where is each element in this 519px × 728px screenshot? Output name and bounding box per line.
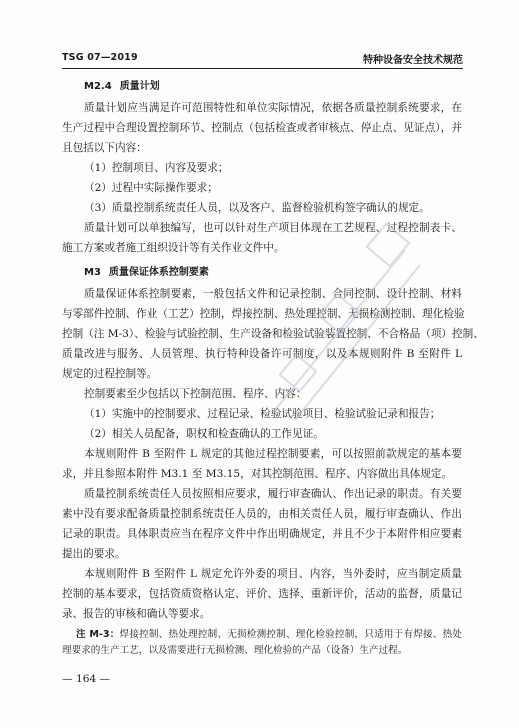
paragraph-line: 控制要素至少包括以下控制范围、程序、内容： <box>84 388 307 400</box>
paragraph-line: 规定的过程控制等。 <box>62 368 158 380</box>
document-code: TSG 07—2019 <box>62 52 138 63</box>
note-text: 焊接控制、热处理控制、无损检测控制、理化检验控制，只适用于有焊接、热处 <box>119 629 463 640</box>
note-line <box>76 628 462 642</box>
paragraph-line: 本规则附件 B 至附件 L 规定的其他过程控制要素，可以按照前款规定的基本要 <box>84 448 462 460</box>
paragraph-line: 质量控制系统责任人员按照相应要求，履行审查确认、作出记录的职责。有关要 <box>84 488 462 500</box>
list-item: （2）相关人员配备，职权和检查确认的工作见证。 <box>84 428 324 440</box>
paragraph-line: 且包括以下内容： <box>62 142 147 154</box>
note-label: 注 M-3： <box>76 629 120 640</box>
paragraph-line: 生产过程中合理设置控制环节、控制点（包括检查或者审核点、停止点、见证点），并 <box>62 122 462 134</box>
list-item: （1）控制项目、内容及要求； <box>84 162 229 174</box>
series-title: 特种设备安全技术规范 <box>363 55 463 66</box>
paragraph-line: 质量计划可以单独编写，也可以针对生产项目体现在工艺规程、过程控制表卡、 <box>84 222 462 234</box>
paragraph-line: 记录的职责。具体职责应当在程序文件中作出明确规定，并且不少于本附件相应要素 <box>62 528 462 540</box>
section-number: M3 <box>84 267 101 278</box>
paragraph-line: 与零部件控制、作业（工艺）控制，焊接控制、热处理控制、无损检测控制、理化检验 <box>62 308 465 320</box>
list-item: （1）实施中的控制要求、过程记录、检验试验项目、检验试验记录和报告； <box>84 408 441 420</box>
list-item: （2）过程中实际操作要求； <box>84 182 218 194</box>
note-line: 理要求的生产工艺，以及需要进行无损检测、理化检验的产品（设备）生产过程。 <box>62 645 408 656</box>
paragraph-line: 控制的基本要求，包括资质资格认定、评价、选择、重新评价，活动的监督，质量记 <box>62 588 462 600</box>
running-header <box>62 50 463 69</box>
list-item: （3）质量控制系统责任人员，以及客户、监督检验机构签字确认的规定。 <box>84 202 430 214</box>
section-heading-m3 <box>84 266 462 280</box>
paragraph-line: 录、报告的审核和确认等要求。 <box>62 608 211 620</box>
paragraph-line: 求，并且参照本附件 M3.1 至 M3.15，对其控制范围、程序、内容做出具体规定。 <box>62 468 453 480</box>
paragraph-line: 本规则附件 B 至附件 L 规定允许外委的项目、内容，当外委时，应当制定质量 <box>84 568 462 580</box>
page-number: — 164 — <box>62 673 111 685</box>
paragraph-line: 提出的要求。 <box>62 548 126 560</box>
section-title: 质量保证体系控制要素 <box>108 267 209 278</box>
section-heading-m2-4 <box>84 80 462 94</box>
paragraph-line: 质量保证体系控制要素，一般包括文件和记录控制、合同控制、设计控制、材料 <box>84 288 462 300</box>
paragraph-line: 施工方案或者施工组织设计等有关作业文件中。 <box>62 242 285 254</box>
paragraph-line: 质量改进与服务、人员管理、执行特种设备许可制度，以及本规则附件 B 至附件 L <box>62 348 462 360</box>
paragraph-line: 控制（注 M-3）、检验与试验控制、生产设备和检验试验装置控制、不合格品（项）控制、 <box>62 328 484 340</box>
paragraph-line: 素中没有要求配备质量控制系统责任人员的，由相关责任人员，履行审查确认、作出 <box>62 508 462 520</box>
paragraph-line: 质量计划应当满足许可范围特性和单位实际情况，依据各质量控制系统要求，在 <box>84 102 462 114</box>
section-title: 质量计划 <box>119 81 160 92</box>
section-number: M2.4 <box>84 81 112 92</box>
